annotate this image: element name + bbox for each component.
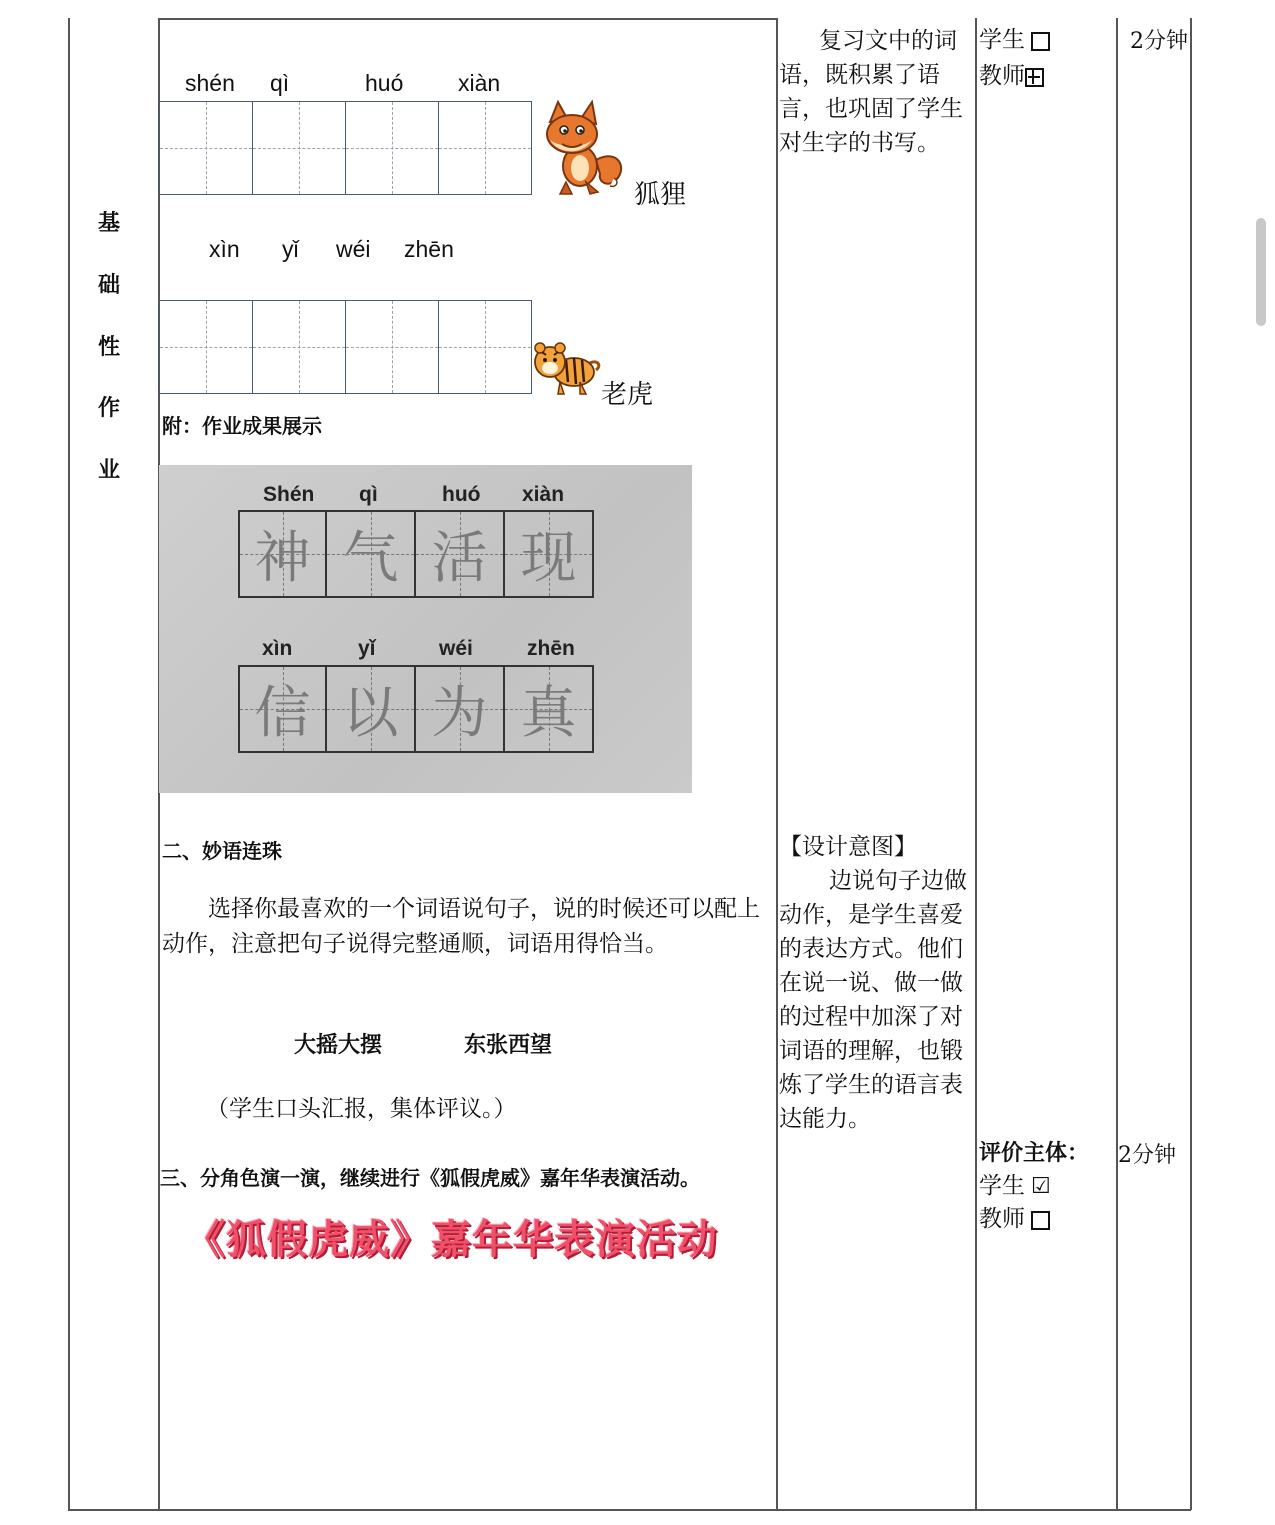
table-border-left <box>68 18 70 1510</box>
time-2: 2分钟 <box>1118 1143 1176 1168</box>
eval-option-student[interactable]: 学生 ☑ <box>979 1170 1089 1203</box>
task2-note: （学生口头汇报，集体评议。） <box>206 1096 517 1122</box>
handwritten-char: 神 <box>254 526 311 591</box>
eval-group-1 <box>979 24 1050 92</box>
writing-cell[interactable] <box>253 300 346 394</box>
table-top-border <box>158 18 777 20</box>
section-label-char: 基 <box>97 211 120 236</box>
photo-pinyin: huó <box>442 483 481 506</box>
photo-grid-row-1 <box>238 510 594 598</box>
task2-instruction: 选择你最喜欢的一个词语说句子，说的时候还可以配上动作，注意把句子说得完整通顺，词语用得恰当。 <box>162 896 760 957</box>
photo-cell <box>238 510 327 598</box>
activity-banner: 《狐假虎威》嘉年华表演活动 <box>185 1217 718 1263</box>
photo-grid-row-2 <box>238 665 594 753</box>
photo-cell <box>505 665 594 753</box>
tiger-illustration <box>532 336 602 396</box>
design-intent-title: 【设计意图】 <box>779 834 917 860</box>
photo-cell <box>327 665 416 753</box>
photo-cell <box>238 665 327 753</box>
handwritten-char: 真 <box>520 681 577 746</box>
design-intent-2: 边说句子边做动作，是学生喜爱的表达方式。他们在说一说、做一做的过程中加深了对词语的理解，也锻炼了学生的语言表达能力。 <box>779 868 967 1132</box>
student-checkbox-checked[interactable]: ☑ <box>1031 1174 1051 1199</box>
homework-result-photo <box>159 465 692 793</box>
section-label-char: 作 <box>97 396 120 421</box>
appendix-title: 附：作业成果展示 <box>162 414 322 438</box>
eval-option-student[interactable]: 学生 <box>979 24 1050 56</box>
writing-grid-row-2 <box>159 300 532 394</box>
pinyin-label: xìn <box>209 236 240 262</box>
writing-cell[interactable] <box>159 300 253 394</box>
task2-title: 二、妙语连珠 <box>162 839 282 863</box>
handwritten-char: 为 <box>431 681 488 746</box>
eval-option-teacher[interactable]: 教师 <box>979 60 1050 92</box>
table-bottom-border <box>68 1509 1191 1511</box>
photo-pinyin: xìn <box>262 637 293 660</box>
photo-pinyin: wéi <box>439 637 473 660</box>
tiger-label: 老虎 <box>601 380 654 410</box>
writing-cell[interactable] <box>346 101 439 195</box>
photo-pinyin: yǐ <box>358 637 376 660</box>
pinyin-label: zhēn <box>404 236 454 262</box>
eval-group-2 <box>979 1138 1089 1235</box>
word-1: 大摇大摆 <box>294 1033 383 1058</box>
handwritten-char: 现 <box>520 526 577 591</box>
eval-title: 评价主体： <box>979 1141 1090 1166</box>
pinyin-label: xiàn <box>458 70 501 96</box>
word-2: 东张西望 <box>464 1033 553 1058</box>
table-border-right <box>1190 18 1192 1510</box>
photo-cell <box>327 510 416 598</box>
time-1: 2分钟 <box>1130 29 1188 54</box>
writing-cell[interactable] <box>346 300 439 394</box>
pinyin-label: shén <box>185 70 235 96</box>
pinyin-label: qì <box>270 70 290 96</box>
task3-title: 三、分角色演一演，继续进行《狐假虎威》嘉年华表演活动。 <box>160 1166 700 1190</box>
section-label-char: 础 <box>97 273 120 298</box>
writing-cell[interactable] <box>439 300 532 394</box>
eval-option-teacher[interactable]: 教师 <box>979 1203 1089 1235</box>
photo-cell <box>505 510 594 598</box>
fox-label: 狐狸 <box>634 180 687 210</box>
photo-pinyin: xiàn <box>522 483 565 506</box>
photo-pinyin: qì <box>359 483 378 506</box>
table-divider-3 <box>975 18 977 1510</box>
fox-illustration <box>536 98 628 196</box>
photo-pinyin: zhēn <box>527 637 575 660</box>
handwritten-char: 以 <box>342 681 399 746</box>
pinyin-label: wéi <box>336 236 371 262</box>
teacher-checkbox-marked[interactable] <box>1025 68 1044 87</box>
section-label-char: 业 <box>97 458 120 483</box>
writing-cell[interactable] <box>439 101 532 195</box>
pinyin-label: huó <box>365 70 404 96</box>
design-intent-1: 复习文中的词语，既积累了语言，也巩固了学生对生字的书写。 <box>779 28 963 156</box>
section-label-char: 性 <box>97 335 120 360</box>
writing-cell[interactable] <box>159 101 253 195</box>
handwritten-char: 信 <box>254 681 311 746</box>
pinyin-label: yǐ <box>282 236 299 262</box>
handwritten-char: 活 <box>431 526 488 591</box>
scrollbar-thumb[interactable] <box>1256 218 1266 326</box>
table-divider-2 <box>776 18 778 1510</box>
photo-cell <box>416 665 505 753</box>
writing-grid-row-1 <box>159 101 532 195</box>
photo-cell <box>416 510 505 598</box>
writing-cell[interactable] <box>253 101 346 195</box>
teacher-checkbox[interactable] <box>1031 1211 1050 1230</box>
table-divider-4 <box>1116 18 1118 1510</box>
photo-pinyin: Shén <box>263 483 315 506</box>
student-checkbox[interactable] <box>1031 32 1050 51</box>
handwritten-char: 气 <box>342 526 399 591</box>
